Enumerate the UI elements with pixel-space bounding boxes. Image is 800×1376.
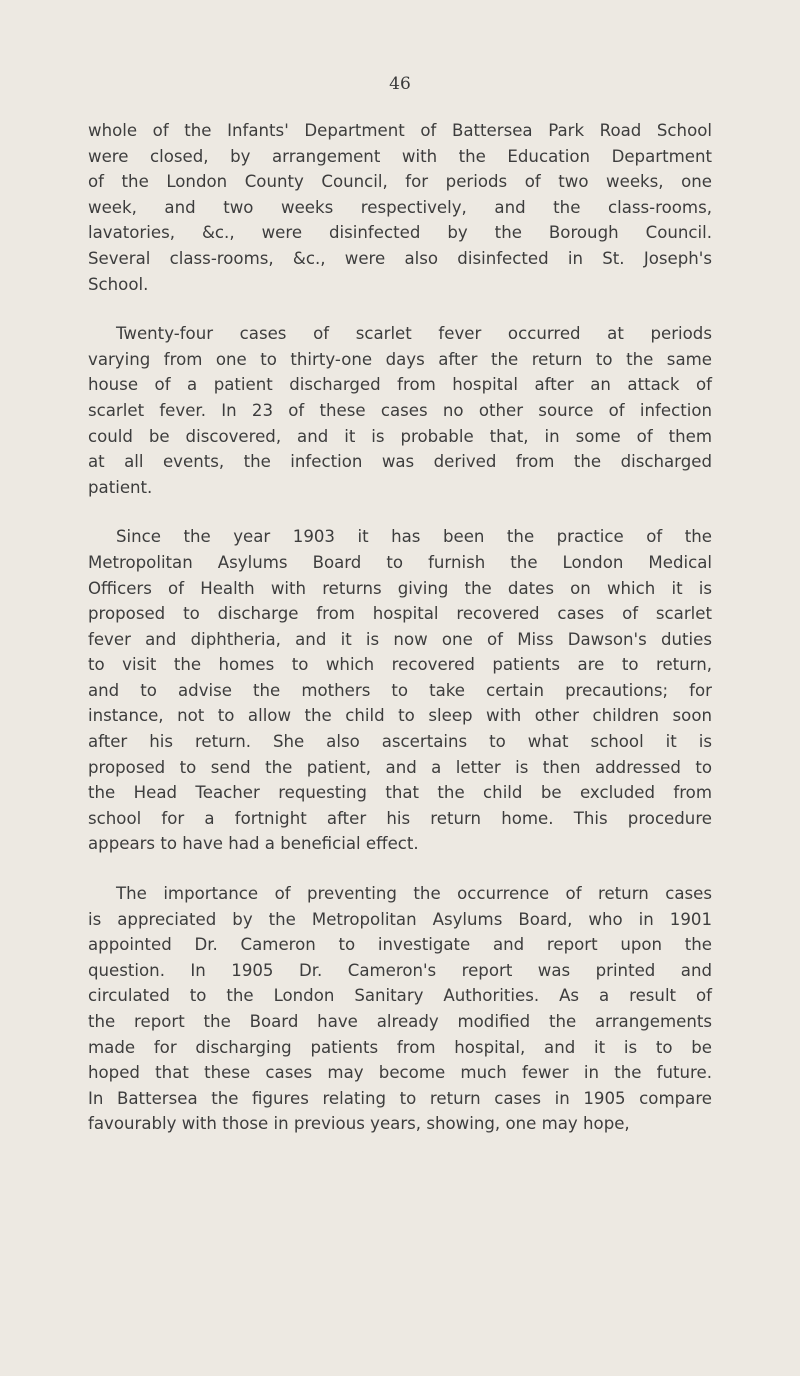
- text-line: appears to have had a beneficial effect.: [88, 834, 419, 854]
- text-line: after his return. She also ascertains to what school it is: [88, 732, 712, 752]
- text-line: varying from one to thirty-one days after the return to the same: [88, 349, 712, 369]
- text-line: proposed to send the patient, and a letter is then addressed to: [88, 757, 712, 777]
- text-line: circulated to the London Sanitary Authorities. As a result of: [88, 986, 712, 1006]
- paragraph-2: [88, 321, 712, 500]
- body-text: [88, 118, 712, 1161]
- text-line: fever and diphtheria, and it is now one of Miss Dawson's duties: [88, 629, 712, 649]
- text-line: week, and two weeks respectively, and the class-rooms,: [88, 197, 712, 217]
- text-line: Officers of Health with returns giving the dates on which it is: [88, 578, 712, 598]
- text-line: instance, not to allow the child to sleep with other children soon: [88, 706, 712, 726]
- text-line: In Battersea the figures relating to return cases in 1905 compare: [88, 1088, 712, 1108]
- paragraph-4: [88, 881, 712, 1137]
- text-line: appointed Dr. Cameron to investigate and report upon the: [88, 935, 712, 955]
- text-line: scarlet fever. In 23 of these cases no other source of infection: [88, 400, 712, 420]
- text-line: Since the year 1903 it has been the practice of the: [116, 527, 712, 547]
- paragraph-1: [88, 118, 712, 297]
- text-line: favourably with those in previous years, showing, one may hope,: [88, 1114, 630, 1134]
- text-line: at all events, the infection was derived from the discharged: [88, 452, 712, 472]
- text-line: The importance of preventing the occurrence of return cases: [116, 884, 712, 904]
- text-line: could be discovered, and it is probable that, in some of them: [88, 426, 712, 446]
- text-line: and to advise the mothers to take certain precautions; for: [88, 680, 712, 700]
- text-line: to visit the homes to which recovered patients are to return,: [88, 655, 712, 675]
- text-line: lavatories, &c., were disinfected by the Borough Council.: [88, 223, 712, 243]
- text-line: the report the Board have already modified the arrangements: [88, 1012, 712, 1031]
- page-number: 46: [389, 74, 411, 94]
- text-line: hoped that these cases may become much fewer in the future.: [88, 1063, 712, 1083]
- text-line: of the London County Council, for periods of two weeks, one: [88, 172, 712, 192]
- text-line: School.: [88, 274, 149, 294]
- text-line: school for a fortnight after his return home. This procedure: [88, 808, 712, 828]
- text-line: Several class-rooms, &c., were also disinfected in St. Joseph's: [88, 248, 712, 268]
- text-line: were closed, by arrangement with the Education Department: [88, 146, 712, 166]
- text-line: whole of the Infants' Department of Battersea Park Road School: [88, 121, 712, 140]
- text-line: Twenty-four cases of scarlet fever occurred at periods: [116, 324, 712, 344]
- text-line: question. In 1905 Dr. Cameron's report was printed and: [88, 960, 712, 980]
- text-line: Metropolitan Asylums Board to furnish the London Medical: [88, 552, 712, 572]
- text-line: proposed to discharge from hospital recovered cases of scarlet: [88, 604, 712, 624]
- text-line: is appreciated by the Metropolitan Asylums Board, who in 1901: [88, 909, 712, 929]
- text-line: patient.: [88, 477, 153, 497]
- text-line: the Head Teacher requesting that the child be excluded from: [88, 783, 712, 803]
- text-line: made for discharging patients from hospital, and it is to be: [88, 1037, 712, 1057]
- paragraph-3: [88, 524, 712, 857]
- text-line: house of a patient discharged from hospital after an attack of: [88, 375, 712, 395]
